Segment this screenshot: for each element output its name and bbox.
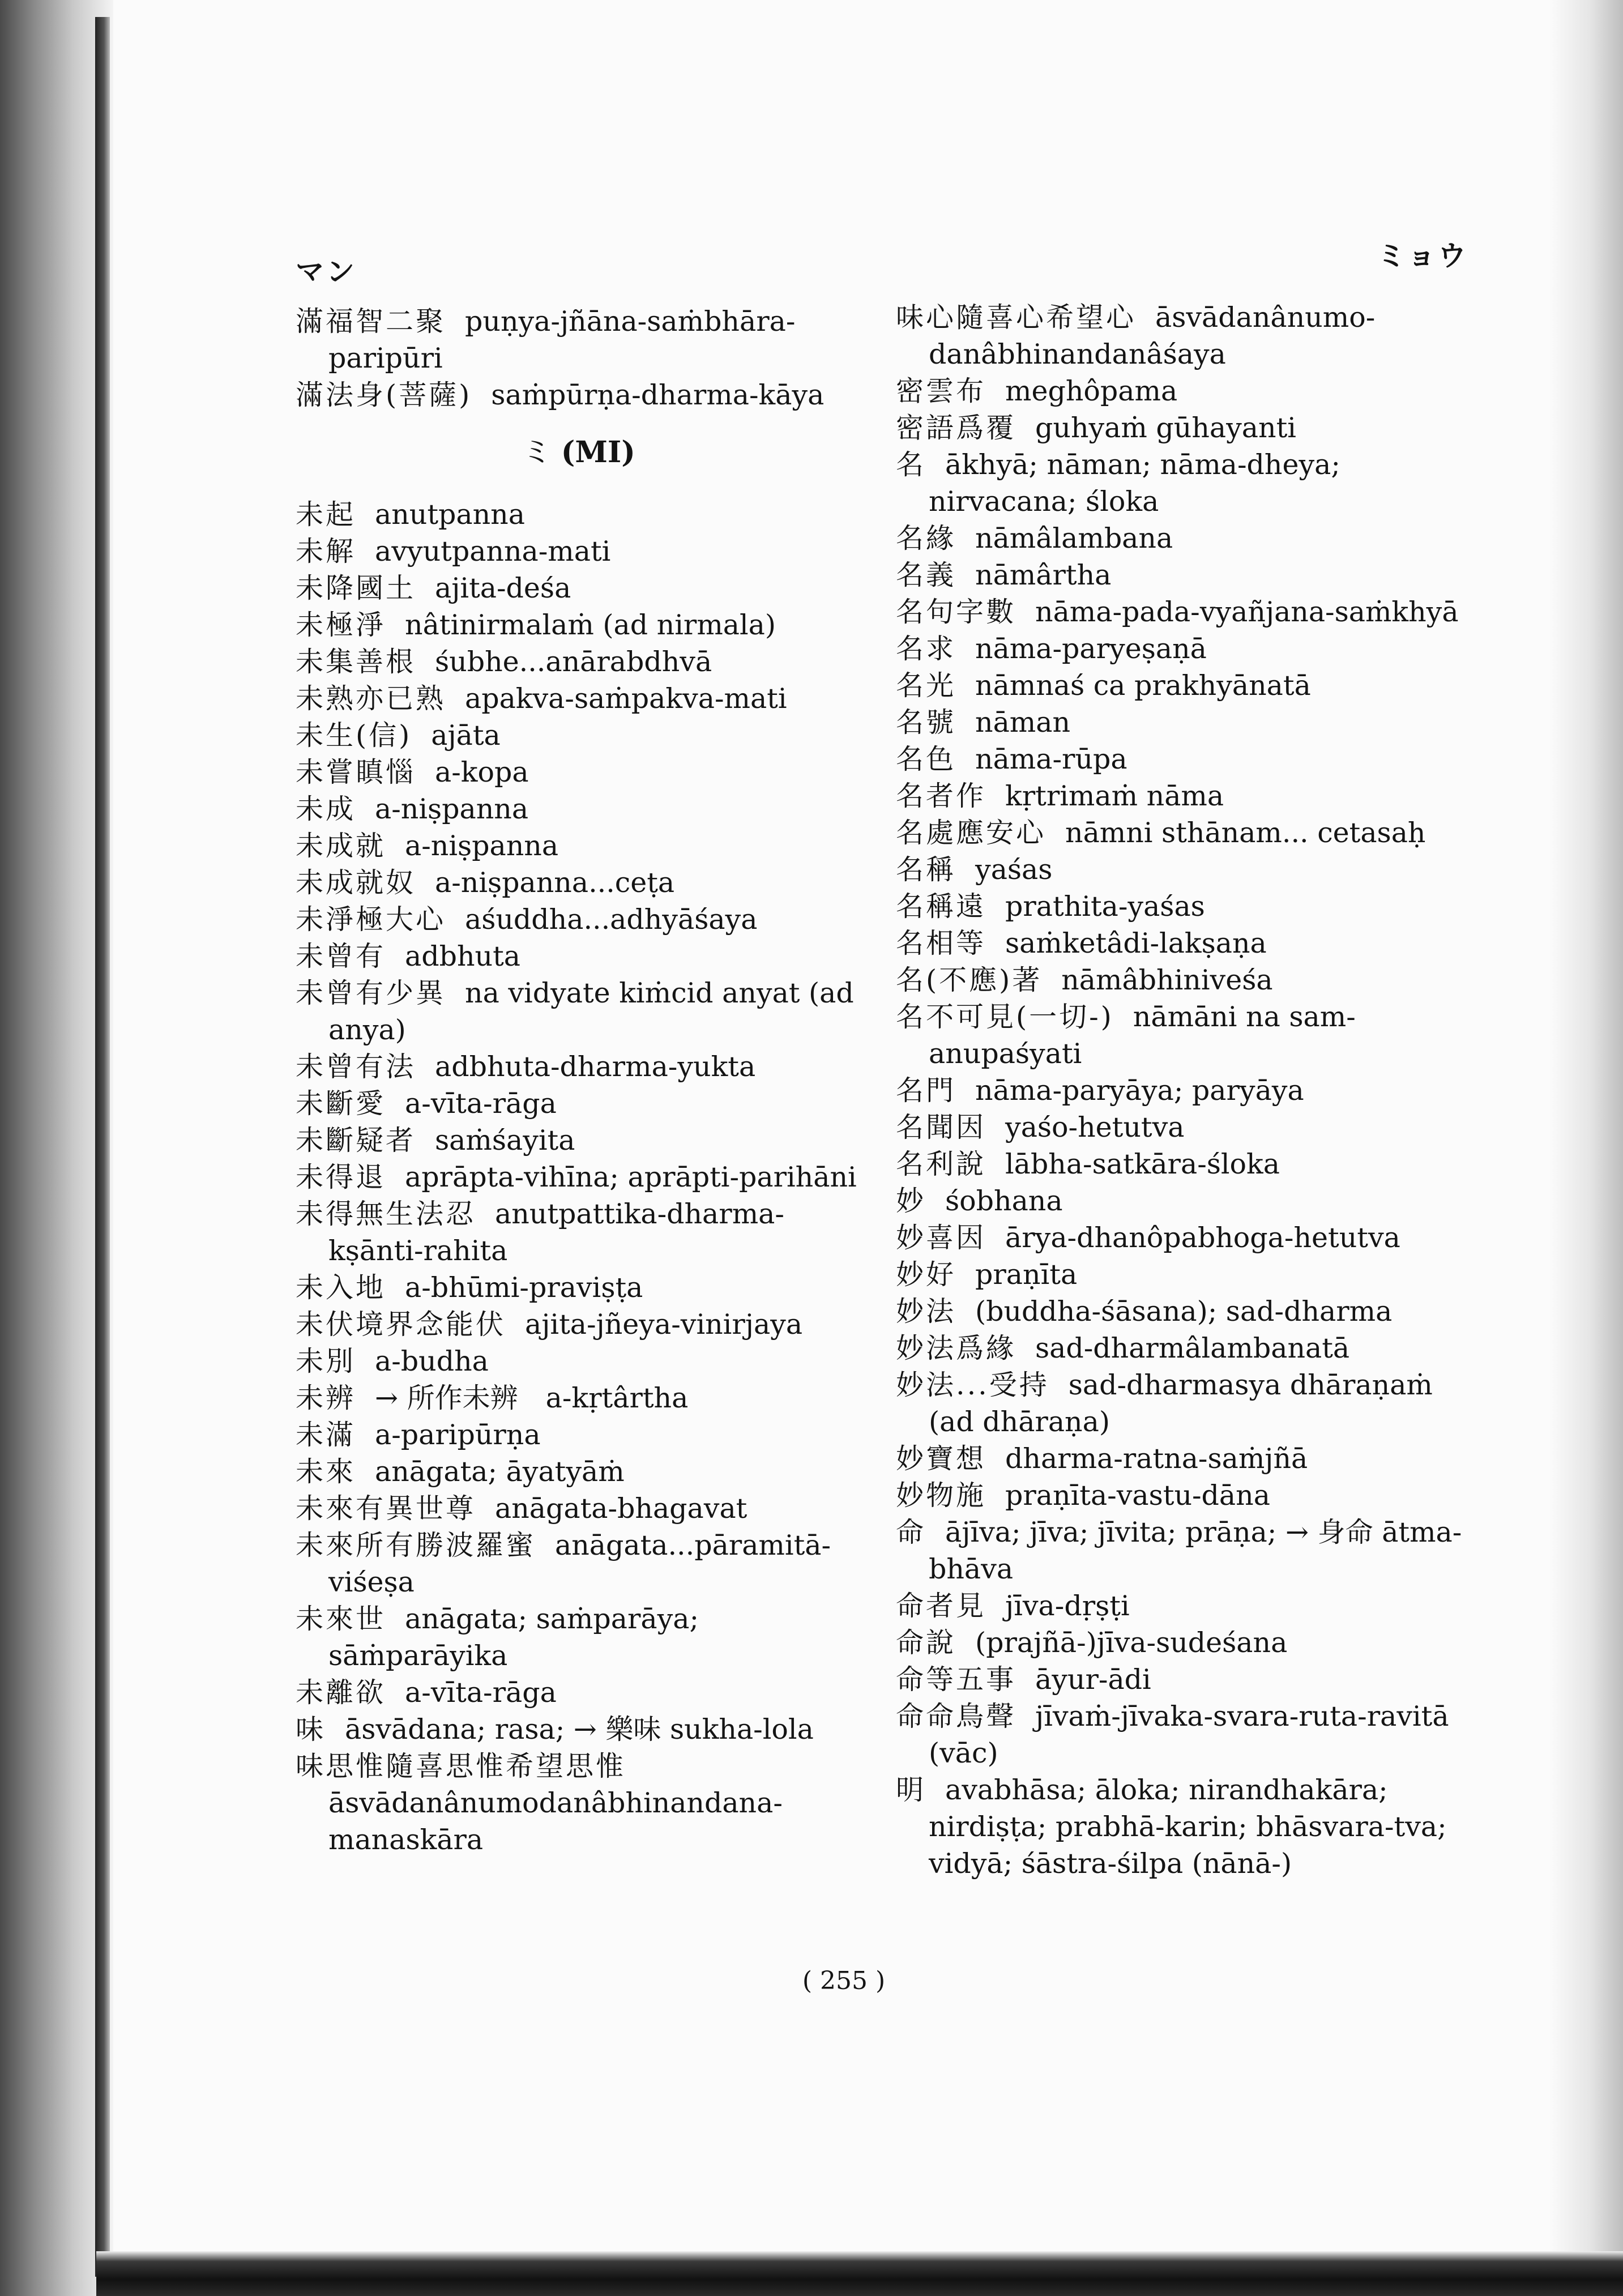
entry-headword: 未得無生法忍 (296, 1198, 476, 1230)
entry-headword: 未成就奴 (296, 867, 416, 899)
entry-sanskrit-equivalent: avyutpanna-mati (375, 535, 611, 567)
dictionary-entry (896, 998, 1468, 1072)
dictionary-entry (896, 594, 1468, 630)
entry-sanskrit-equivalent: a-kopa (435, 756, 529, 788)
entry-headword: 名者作 (896, 780, 986, 812)
dictionary-entry (296, 1380, 862, 1416)
dictionary-entry (296, 1269, 862, 1306)
dictionary-entry (896, 1256, 1468, 1293)
entry-sanskrit-equivalent: a-vīta-rāga (405, 1087, 557, 1120)
dictionary-entry (896, 446, 1468, 520)
entry-headword: 未離欲 (296, 1676, 386, 1709)
dictionary-entry (296, 1085, 862, 1122)
dictionary-entry (296, 1453, 862, 1490)
entry-sanskrit-equivalent: a-budha (375, 1345, 489, 1377)
entry-sanskrit-equivalent: anāgata-bhagavat (495, 1492, 748, 1525)
entry-sanskrit-equivalent: ākhyā; nāman; nāma-dheya; nirvacana; śloka (929, 449, 1340, 518)
entry-headword: 名色 (896, 743, 956, 775)
dictionary-entry (896, 1109, 1468, 1146)
entry-sanskrit-equivalent: meghôpama (1005, 375, 1178, 407)
dictionary-entry (896, 1587, 1468, 1624)
entry-sanskrit-equivalent: jīvaṁ-jīvaka-svara-ruta-ravitā (vāc) (929, 1700, 1449, 1769)
dictionary-entry (896, 741, 1468, 778)
entry-sanskrit-equivalent: adbhuta (405, 940, 520, 972)
entry-headword: 未極淨 (296, 609, 386, 641)
entry-headword: 未斷愛 (296, 1087, 386, 1120)
running-header-left: マン (296, 255, 357, 288)
entry-headword: 未解 (296, 535, 356, 567)
dictionary-entry (896, 814, 1468, 851)
entry-sanskrit-equivalent: śobhana (945, 1185, 1063, 1217)
entry-headword: 妙喜因 (896, 1222, 986, 1254)
dictionary-entry (296, 1122, 862, 1159)
dictionary-entry (896, 888, 1468, 925)
entry-headword: 密雲布 (896, 375, 986, 407)
entry-headword: 名利說 (896, 1148, 986, 1180)
entry-headword: 未辨 (296, 1382, 356, 1414)
entry-sanskrit-equivalent: a-paripūrṇa (375, 1419, 541, 1451)
dictionary-entry (896, 1367, 1468, 1440)
dictionary-entry (296, 1196, 862, 1269)
left-column (296, 303, 862, 1858)
book-spine-edge (95, 17, 110, 2277)
entry-sanskrit-equivalent: āsvādana; rasa; → 樂味 sukha-lola (345, 1713, 814, 1746)
entry-sanskrit-equivalent: anāgata...pāramitā-viśeṣa (328, 1529, 831, 1598)
entry-headword: 妙好 (896, 1258, 956, 1291)
dictionary-entry (296, 1601, 862, 1674)
entry-sanskrit-equivalent: nāma-pada-vyañjana-saṁkhyā (1035, 596, 1459, 628)
entry-headword: 味心隨喜心希望心 (896, 301, 1137, 334)
entry-sanskrit-equivalent: a-niṣpanna (375, 793, 529, 825)
dictionary-entry (896, 1698, 1468, 1772)
dictionary-entry (296, 864, 862, 901)
dictionary-entry (296, 938, 862, 975)
entry-sanskrit-equivalent: na vidyate kiṁcid anyat (ad anya) (328, 977, 854, 1046)
entry-headword: 未斷疑者 (296, 1124, 416, 1156)
dictionary-entry (296, 377, 862, 413)
dictionary-entry (296, 717, 862, 754)
entry-sanskrit-equivalent: nâtinirmalaṁ (ad nirmala) (405, 609, 776, 641)
entry-headword: 妙法爲緣 (896, 1332, 1016, 1364)
entry-headword: 名求 (896, 633, 956, 665)
entry-headword: 滿法身(菩薩) (296, 379, 472, 411)
dictionary-entry (896, 925, 1468, 962)
entry-headword: 妙法...受持 (896, 1369, 1049, 1401)
dictionary-entry (296, 643, 862, 680)
entry-headword: 未降國土 (296, 572, 416, 604)
dictionary-entry (896, 1072, 1468, 1109)
entry-sanskrit-equivalent: ajita-jñeya-vinirjaya (525, 1308, 803, 1341)
entry-sanskrit-equivalent: sad-dharmasya dhāraṇaṁ (ad dhāraṇa) (929, 1369, 1433, 1438)
dictionary-entry (296, 1306, 862, 1343)
entry-headword: 未集善根 (296, 646, 416, 678)
dictionary-entry (896, 630, 1468, 667)
dictionary-entry (896, 1330, 1468, 1367)
entry-sanskrit-equivalent: sad-dharmâlambanatā (1035, 1332, 1350, 1364)
entry-sanskrit-equivalent: saṁśayita (435, 1124, 575, 1156)
entry-headword: 未生(信) (296, 719, 412, 752)
entry-headword: 名號 (896, 706, 956, 739)
entry-headword: 命命鳥聲 (896, 1700, 1016, 1732)
entry-sanskrit-equivalent: puṇya-jñāna-saṁbhāra-paripūri (328, 305, 796, 374)
entry-headword: 未來所有勝波羅蜜 (296, 1529, 536, 1561)
dictionary-entry (296, 1527, 862, 1601)
entry-sanskrit-equivalent: anāgata; āyatyāṁ (375, 1456, 625, 1488)
entry-headword: 未來世 (296, 1603, 386, 1635)
entry-sanskrit-equivalent: ajita-deśa (435, 572, 571, 604)
entry-sanskrit-equivalent: avabhāsa; āloka; nirandhakāra; nirdiṣṭa; prabhā-karin; bhāsvara-tva; vidyā; śāstra-śilpa (nānā-) (929, 1774, 1447, 1880)
entry-sanskrit-equivalent: a-niṣpanna...ceṭa (435, 867, 675, 899)
entry-headword: 未來 (296, 1456, 356, 1488)
entry-sanskrit-equivalent: nāmârtha (975, 559, 1112, 591)
dictionary-entry (296, 901, 862, 938)
entry-headword: 未曾有 (296, 940, 386, 972)
scan-shadow-bottom (96, 2251, 1623, 2296)
entry-headword: 名稱 (896, 853, 956, 886)
entry-headword: 名不可見(一切-) (896, 1001, 1114, 1033)
entry-sanskrit-equivalent: saṁketâdi-lakṣaṇa (1005, 927, 1267, 959)
entry-headword: 未成就 (296, 830, 386, 862)
entry-headword: 未曾有少異 (296, 977, 446, 1009)
entry-sanskrit-equivalent: jīva-dṛṣṭi (1005, 1590, 1130, 1622)
dictionary-entry (296, 1159, 862, 1196)
dictionary-entry (296, 1490, 862, 1527)
page-number: ( 255 ) (802, 1966, 886, 1995)
entry-headword: 名門 (896, 1074, 956, 1107)
entry-sanskrit-equivalent: prathita-yaśas (1005, 890, 1205, 923)
dictionary-entry (896, 1183, 1468, 1219)
dictionary-entry (296, 607, 862, 643)
entry-headword: 未成 (296, 793, 356, 825)
entry-sanskrit-equivalent: guhyaṁ gūhayanti (1035, 412, 1296, 444)
entry-sanskrit-equivalent: aśuddha...adhyāśaya (465, 903, 758, 936)
entry-sanskrit-equivalent: nāma-paryāya; paryāya (975, 1074, 1304, 1107)
dictionary-entry (296, 1048, 862, 1085)
dictionary-entry (896, 1624, 1468, 1661)
dictionary-entry (896, 557, 1468, 594)
entry-headword: 名緣 (896, 522, 956, 554)
dictionary-entry (296, 533, 862, 570)
dictionary-entry (296, 827, 862, 864)
dictionary-entry (296, 791, 862, 827)
entry-sanskrit-equivalent: (prajñā-)jīva-sudeśana (975, 1627, 1288, 1659)
entry-sanskrit-equivalent: praṇīta (975, 1258, 1078, 1291)
entry-sanskrit-equivalent: apakva-saṁpakva-mati (465, 682, 787, 715)
entry-headword: 明 (896, 1774, 926, 1806)
entry-sanskrit-equivalent: a-vīta-rāga (405, 1676, 557, 1709)
entry-headword: 名(不應)著 (896, 964, 1043, 996)
entry-headword: 妙 (896, 1185, 926, 1217)
entry-sanskrit-equivalent: āsvādanânumodanâbhinandana-manaskāra (328, 1787, 783, 1856)
entry-headword: 名句字數 (896, 596, 1016, 628)
dictionary-entry (896, 778, 1468, 814)
section-heading-romaji: (MI) (561, 435, 635, 470)
entry-sanskrit-equivalent: āyur-ādi (1035, 1663, 1151, 1696)
scan-shadow-right (1549, 0, 1623, 2296)
dictionary-entry (896, 851, 1468, 888)
entry-headword: 未別 (296, 1345, 356, 1377)
dictionary-entry (896, 373, 1468, 409)
entry-headword: 未嘗瞋惱 (296, 756, 416, 788)
entry-sanskrit-equivalent: anutpanna (375, 498, 525, 531)
entry-sanskrit-equivalent: nāmnaś ca prakhyānatā (975, 669, 1311, 702)
dictionary-entry (296, 570, 862, 607)
entry-sanskrit-equivalent: nāmni sthānam... cetasaḥ (1065, 817, 1426, 849)
dictionary-entry (296, 754, 862, 791)
dictionary-entry (296, 1748, 862, 1858)
entry-headword: 名光 (896, 669, 956, 702)
entry-headword: 滿福智二聚 (296, 305, 446, 338)
entry-sanskrit-equivalent: nāmâbhiniveśa (1061, 964, 1273, 996)
entry-sanskrit-equivalent: nāma-paryeṣaṇā (975, 633, 1207, 665)
entry-sanskrit-equivalent: yaśo-hetutva (1005, 1111, 1185, 1143)
entry-sanskrit-equivalent: ārya-dhanôpabhoga-hetutva (1005, 1222, 1400, 1254)
entry-sanskrit-equivalent: → 所作未辨 a-kṛtârtha (375, 1382, 689, 1414)
entry-sanskrit-equivalent: a-niṣpanna (405, 830, 559, 862)
entry-headword: 命 (896, 1516, 926, 1548)
section-heading-kana: ミ (522, 436, 552, 470)
dictionary-entry (896, 1514, 1468, 1587)
entry-headword: 名 (896, 449, 926, 481)
left-column-continued-entries (296, 303, 862, 413)
entry-sanskrit-equivalent: anutpattika-dharma-kṣānti-rahita (328, 1198, 784, 1267)
entry-sanskrit-equivalent: adbhuta-dharma-yukta (435, 1051, 756, 1083)
dictionary-entry (896, 1293, 1468, 1330)
entry-headword: 名相等 (896, 927, 986, 959)
dictionary-entry (896, 299, 1468, 373)
dictionary-entry (296, 1416, 862, 1453)
entry-sanskrit-equivalent: praṇīta-vastu-dāna (1005, 1479, 1270, 1512)
left-column-entries (296, 496, 862, 1858)
entry-headword: 未淨極大心 (296, 903, 446, 936)
entry-headword: 名處應安心 (896, 817, 1047, 849)
entry-headword: 命說 (896, 1627, 956, 1659)
entry-sanskrit-equivalent: dharma-ratna-saṁjñā (1005, 1443, 1308, 1475)
entry-sanskrit-equivalent: ajāta (431, 719, 501, 752)
dictionary-entry (296, 680, 862, 717)
dictionary-entry (296, 975, 862, 1048)
entry-headword: 名義 (896, 559, 956, 591)
entry-sanskrit-equivalent: nāman (975, 706, 1071, 739)
entry-sanskrit-equivalent: nāmāni na sam-anupaśyati (929, 1001, 1356, 1070)
entry-headword: 未熟亦已熟 (296, 682, 446, 715)
running-header-right: ミョウ (1377, 240, 1468, 272)
entry-sanskrit-equivalent: ājīva; jīva; jīvita; prāṇa; → 身命 ātma-bhāva (929, 1516, 1462, 1585)
entry-sanskrit-equivalent: saṁpūrṇa-dharma-kāya (491, 379, 825, 411)
dictionary-entry (296, 1711, 862, 1748)
entry-headword: 未伏境界念能伏 (296, 1308, 506, 1341)
entry-headword: 未來有異世尊 (296, 1492, 476, 1525)
entry-sanskrit-equivalent: yaśas (975, 853, 1053, 886)
dictionary-entry (896, 962, 1468, 998)
right-column (896, 299, 1468, 1882)
entry-sanskrit-equivalent: anāgata; saṁparāya; sāṁparāyika (328, 1603, 699, 1672)
dictionary-entry (896, 1772, 1468, 1882)
dictionary-entry (896, 1661, 1468, 1698)
dictionary-entry (896, 1219, 1468, 1256)
dictionary-entry (296, 496, 862, 533)
entry-sanskrit-equivalent: kṛtrimaṁ nāma (1005, 780, 1224, 812)
entry-sanskrit-equivalent: a-bhūmi-praviṣṭa (405, 1271, 643, 1304)
dictionary-entry (296, 1343, 862, 1380)
entry-headword: 未起 (296, 498, 356, 531)
entry-headword: 密語爲覆 (896, 412, 1016, 444)
entry-headword: 未得退 (296, 1161, 386, 1193)
entry-headword: 未曾有法 (296, 1051, 416, 1083)
dictionary-entry (896, 1440, 1468, 1477)
entry-sanskrit-equivalent: nāma-rūpa (975, 743, 1127, 775)
section-heading (296, 434, 862, 471)
dictionary-entry (896, 520, 1468, 557)
dictionary-entry (896, 667, 1468, 704)
dictionary-entry (296, 1674, 862, 1711)
entry-sanskrit-equivalent: (buddha-śāsana); sad-dharma (975, 1295, 1393, 1328)
entry-headword: 未滿 (296, 1419, 356, 1451)
entry-headword: 味 (296, 1713, 326, 1746)
dictionary-entry (896, 704, 1468, 741)
entry-sanskrit-equivalent: nāmâlambana (975, 522, 1173, 554)
entry-headword: 命者見 (896, 1590, 986, 1622)
entry-sanskrit-equivalent: lābha-satkāra-śloka (1005, 1148, 1280, 1180)
entry-sanskrit-equivalent: aprāpta-vihīna; aprāpti-parihāni (405, 1161, 857, 1193)
entry-sanskrit-equivalent: śubhe...anārabdhvā (435, 646, 712, 678)
dictionary-entry (896, 1146, 1468, 1183)
entry-headword: 味思惟隨喜思惟希望思惟 (296, 1750, 626, 1782)
right-column-entries (896, 299, 1468, 1882)
dictionary-entry (896, 1477, 1468, 1514)
entry-headword: 妙寶想 (896, 1443, 986, 1475)
entry-headword: 未入地 (296, 1271, 386, 1304)
dictionary-entry (896, 409, 1468, 446)
entry-sanskrit-equivalent: āsvādanânumo-danâbhinandanâśaya (929, 301, 1376, 370)
entry-headword: 妙物施 (896, 1479, 986, 1512)
entry-headword: 名稱遠 (896, 890, 986, 923)
entry-headword: 妙法 (896, 1295, 956, 1328)
entry-headword: 名聞因 (896, 1111, 986, 1143)
dictionary-entry (296, 303, 862, 377)
entry-headword: 命等五事 (896, 1663, 1016, 1696)
